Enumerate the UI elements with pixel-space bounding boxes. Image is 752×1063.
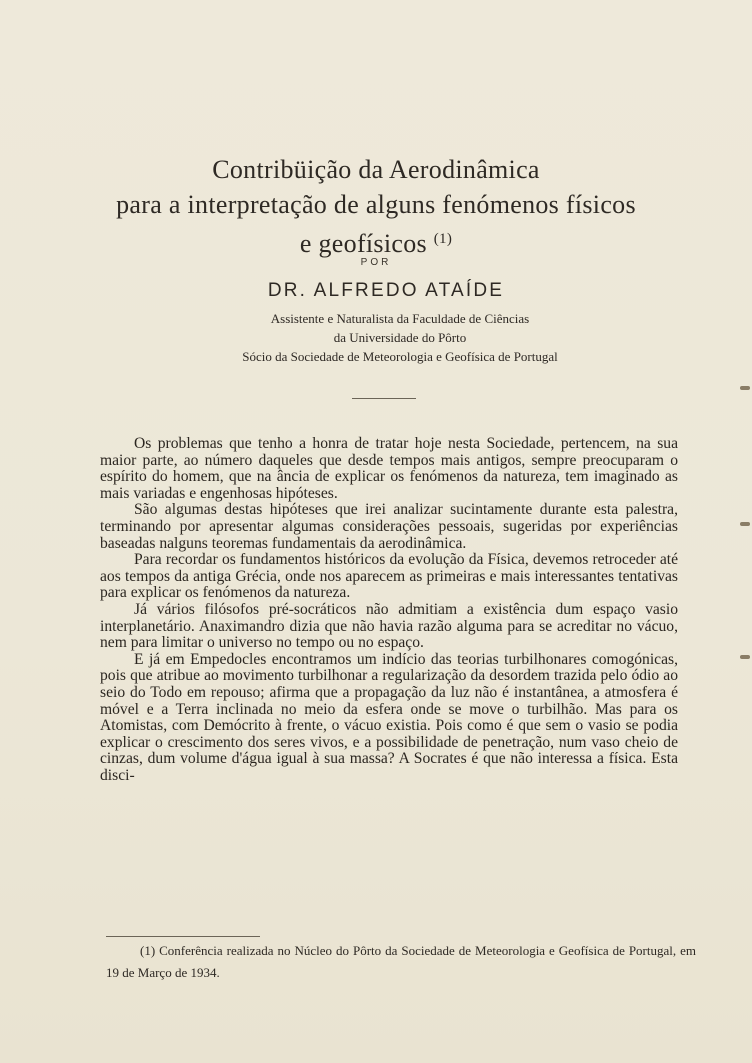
page-edge-mark [740,655,750,659]
affiliation-line-3: Sócio da Sociedade de Meteorologia e Geofísica de Portugal [242,349,558,364]
paper-title [0,152,752,261]
paragraph-1: Os problemas que tenho a honra de tratar hoje nesta Sociedade, pertencem, na sua maior parte, ao número daqueles que desde tempos mais antigos, sempre preocuparam o espírito do homem, que na ância de explicar os fenómenos da natureza, tem imaginado as mais variadas e engenhosas hipóteses. [100,435,678,502]
footnote: (1) Conferência realizada no Núcleo do Pôrto da Sociedade de Meteorologia e Geofísica de Portugal, em 19 de Março de 1934. [106,943,696,980]
title-line-3 [0,222,752,261]
title-line-1: Contribüição da Aerodinâmica [212,155,540,184]
author-affiliation [150,309,650,366]
paragraph-5: E já em Empedocles encontramos um indício das teorias turbilhonares comogónicas, pois que atribue ao movimento turbilhonar a regularização da desordem trazida pelo ódio ao seio do Todo em repouso; afirma que a propagação da luz não é instantânea, a atmosfera é móvel e a Terra inclinada no meio da esfera onde se move o turbilhão. Mas para os Atomistas, com Demócrito à frente, o vácuo existia. Pois como é que sem o vasio se podia explicar o crescimento dos seres vivos, e a possibilidade de penetração, num vaso cheio de cinzas, dum volume d'água igual à sua massa? A Socrates é que não interessa a física. Esta disci- [100,650,678,784]
footnote-rule [106,936,260,937]
page-edge-mark [740,386,750,390]
paragraph-4: Já vários filósofos pré-socráticos não admitiam a existência dum espaço vasio interplanetário. Anaximandro dizia que não havia razão alguma para se acreditar no vácuo, nem para limitar o universo no tempo ou no espaço. [100,600,678,652]
paragraph-2: São algumas destas hipóteses que irei analizar sucintamente durante esta palestra, terminando por apresentar algumas considerações pessoais, sugeridas por experiências baseadas nalguns teoremas fundamentais da aerodinâmica. [100,501,678,552]
page-edge-mark [740,522,750,526]
author-name: DR. ALFREDO ATAÍDE [267,280,505,301]
affiliation-line-2: da Universidade do Pôrto [333,330,467,345]
title-line-3-text: e geofísicos [299,229,427,258]
body-text [100,436,678,784]
byline-por: POR [360,257,392,268]
title-footnote-ref: (1) [433,231,453,247]
paragraph-3: Para recordar os fundamentos históricos da evolução da Física, devemos retroceder até aos tempos da antiga Grécia, onde nos aparecem as primeiras e mais interessantes tentativas para explicar os fenómenos da natureza. [100,551,678,602]
affiliation-line-1: Assistente e Naturalista da Faculdade de Ciências [270,311,530,326]
title-line-2: para a interpretação de alguns fenómenos físicos [116,190,636,219]
title-separator-rule [352,398,416,399]
